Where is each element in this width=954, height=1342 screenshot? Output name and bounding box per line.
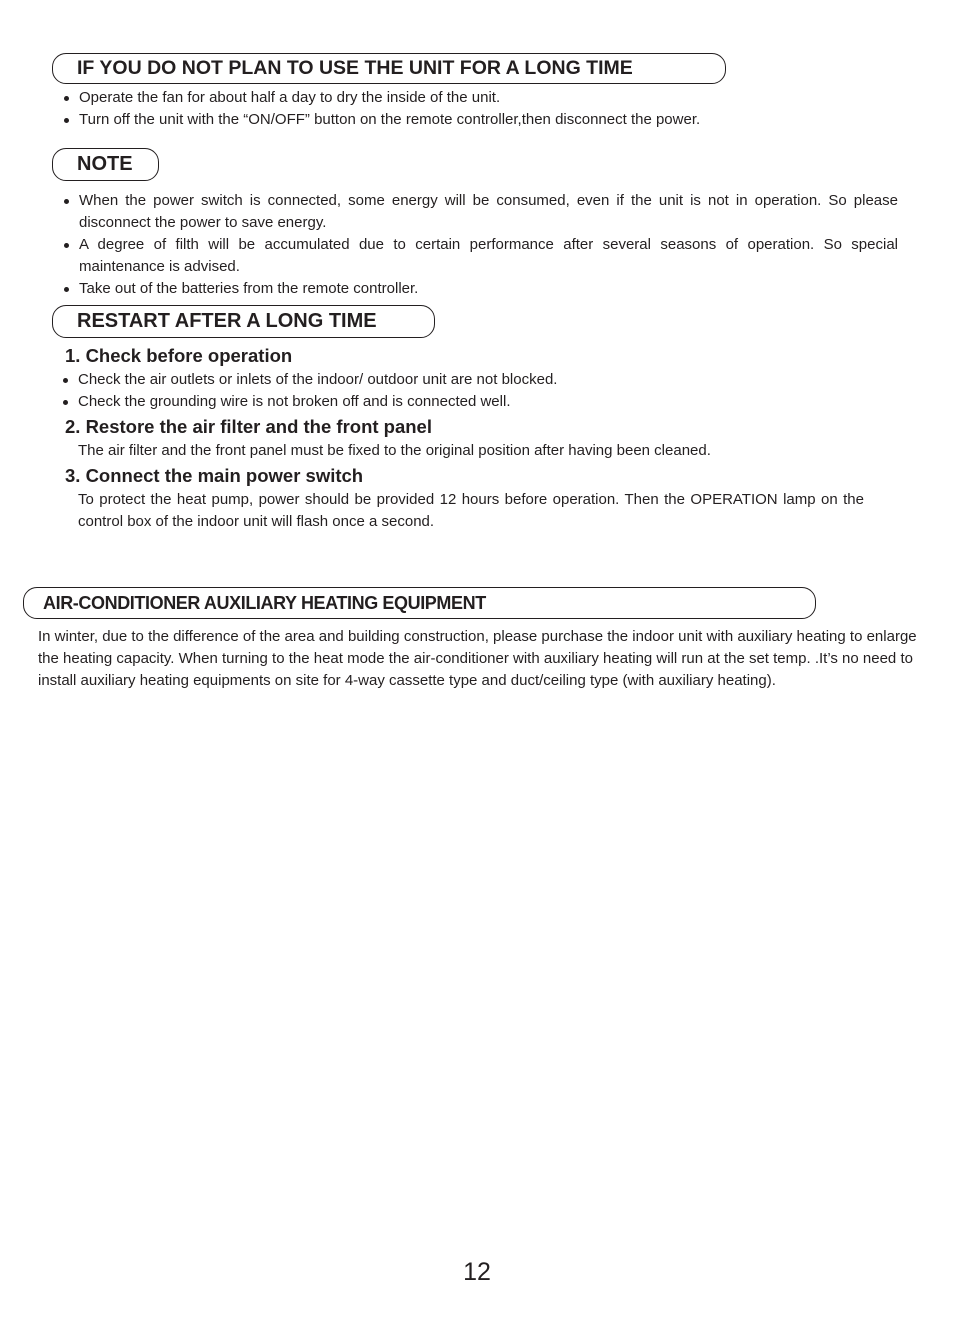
list-item: Check the grounding wire is not broken off and is connected well. <box>52 391 852 413</box>
step-3-heading: 3. Connect the main power switch <box>65 465 364 486</box>
section-title-restart <box>52 305 435 338</box>
bullet-icon <box>64 96 69 101</box>
aux-heating-text: In winter, due to the difference of the area and building construction, please purchase the indoor unit with auxiliary heating to enlarge the heating capacity. When turning to the heat mode the air-conditioner with auxiliary heating will run at the set temp. .It’s no need to install auxiliary heating equipments on site for 4-way cassette type and duct/ceiling type (with auxiliary heating). <box>38 628 917 689</box>
section-title-long-time-text: IF YOU DO NOT PLAN TO USE THE UNIT FOR A LONG TIME <box>77 57 633 79</box>
list-item: Check the air outlets or inlets of the indoor/ outdoor unit are not blocked. <box>52 369 852 391</box>
section-title-note <box>52 148 159 181</box>
bullet-icon <box>64 243 69 248</box>
step-2-text: The air filter and the front panel must be fixed to the original position after having been cleaned. <box>78 442 711 459</box>
list-item: A degree of filth will be accumulated due to certain performance after several seasons of operation. So special maintenance is advised. <box>53 234 898 278</box>
section-title-restart-text: RESTART AFTER A LONG TIME <box>77 310 377 332</box>
step-2-heading: 2. Restore the air filter and the front panel <box>65 416 432 437</box>
list-item: Take out of the batteries from the remote controller. <box>53 278 898 300</box>
list-item: Turn off the unit with the “ON/OFF” button on the remote controller,then disconnect the power. <box>53 109 813 131</box>
bullet-icon <box>64 199 69 204</box>
page-number: 12 <box>463 1258 491 1286</box>
section-title-long-time <box>52 53 726 84</box>
bullet-icon <box>64 118 69 123</box>
step-1-heading: 1. Check before operation <box>65 345 293 366</box>
list-item: When the power switch is connected, some energy will be consumed, even if the unit is not in operation. So please disconnect the power to save energy. <box>53 190 898 234</box>
bullet-icon <box>63 378 68 383</box>
step-3-text: To protect the heat pump, power should be provided 12 hours before operation. Then the OPERATION lamp on the control box of the indoor unit will flash once a second. <box>78 491 864 530</box>
section-title-aux-heating <box>23 587 816 619</box>
step-1-list <box>52 369 852 413</box>
bullet-icon <box>64 287 69 292</box>
section-title-note-text: NOTE <box>77 153 133 175</box>
bullet-icon <box>63 400 68 405</box>
note-list <box>53 190 898 300</box>
section-title-aux-heating-text: AIR-CONDITIONER AUXILIARY HEATING EQUIPMENT <box>43 593 486 613</box>
long-time-list <box>53 87 813 131</box>
list-item: Operate the fan for about half a day to dry the inside of the unit. <box>53 87 813 109</box>
